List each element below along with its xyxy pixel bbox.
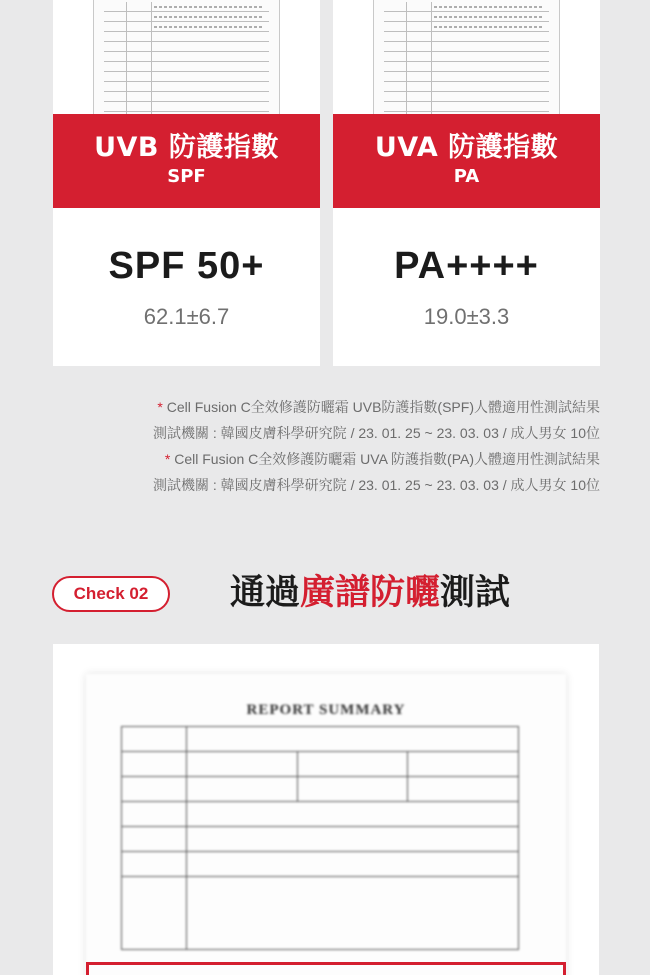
- uva-banner-subtitle: PA: [453, 166, 480, 187]
- test-footnotes: [40, 394, 600, 498]
- uvb-banner: [53, 114, 320, 208]
- uvb-result-card: [53, 0, 320, 366]
- uvb-banner-subtitle: SPF: [167, 166, 206, 187]
- spf-value: SPF 50+: [108, 245, 265, 287]
- spf-range: 62.1±6.7: [143, 304, 230, 329]
- footnote-text: Cell Fusion C全效修護防曬霜 UVB防護指數(SPF)人體適用性測試結果: [162, 399, 600, 415]
- footnote-star: *: [164, 451, 171, 467]
- uvb-banner-title: UVB 防護指數: [94, 132, 279, 163]
- report-title: REPORT SUMMARY: [246, 702, 406, 718]
- report-summary-image: [86, 674, 566, 975]
- pa-range: 19.0±3.3: [423, 304, 510, 329]
- report-table: [121, 726, 519, 950]
- heading-text-highlight: 廣譜防曬: [300, 573, 441, 613]
- uva-banner-title: UVA 防護指數: [374, 132, 559, 163]
- highlight-box: [86, 962, 566, 975]
- uva-test-document-image: [373, 0, 560, 114]
- pa-value: PA++++: [394, 245, 539, 287]
- section-heading: [230, 570, 510, 616]
- uva-banner: [333, 114, 600, 208]
- footnote-line: [40, 446, 600, 472]
- footnote-text: 測試機關 : 韓國皮膚科學研究院 / 23. 01. 25 ~ 23. 03. 03 / 成人男女 10位: [153, 477, 600, 493]
- check-02-badge: Check 02: [52, 576, 170, 612]
- uva-result-card: [333, 0, 600, 366]
- footnote-text: 測試機關 : 韓國皮膚科學研究院 / 23. 01. 25 ~ 23. 03. 03 / 成人男女 10位: [153, 425, 600, 441]
- footnote-star: *: [157, 399, 163, 415]
- report-summary-panel: [53, 644, 599, 975]
- footnote-line: [40, 472, 600, 498]
- uvb-test-document-image: [93, 0, 280, 114]
- footnote-line: [40, 394, 600, 420]
- footnote-text: Cell Fusion C全效修護防曬霜 UVA 防護指數(PA)人體適用性測試結果: [170, 451, 600, 467]
- footnote-line: [40, 420, 600, 446]
- heading-text-post: 測試: [440, 573, 511, 613]
- heading-text-pre: 通過: [230, 573, 301, 613]
